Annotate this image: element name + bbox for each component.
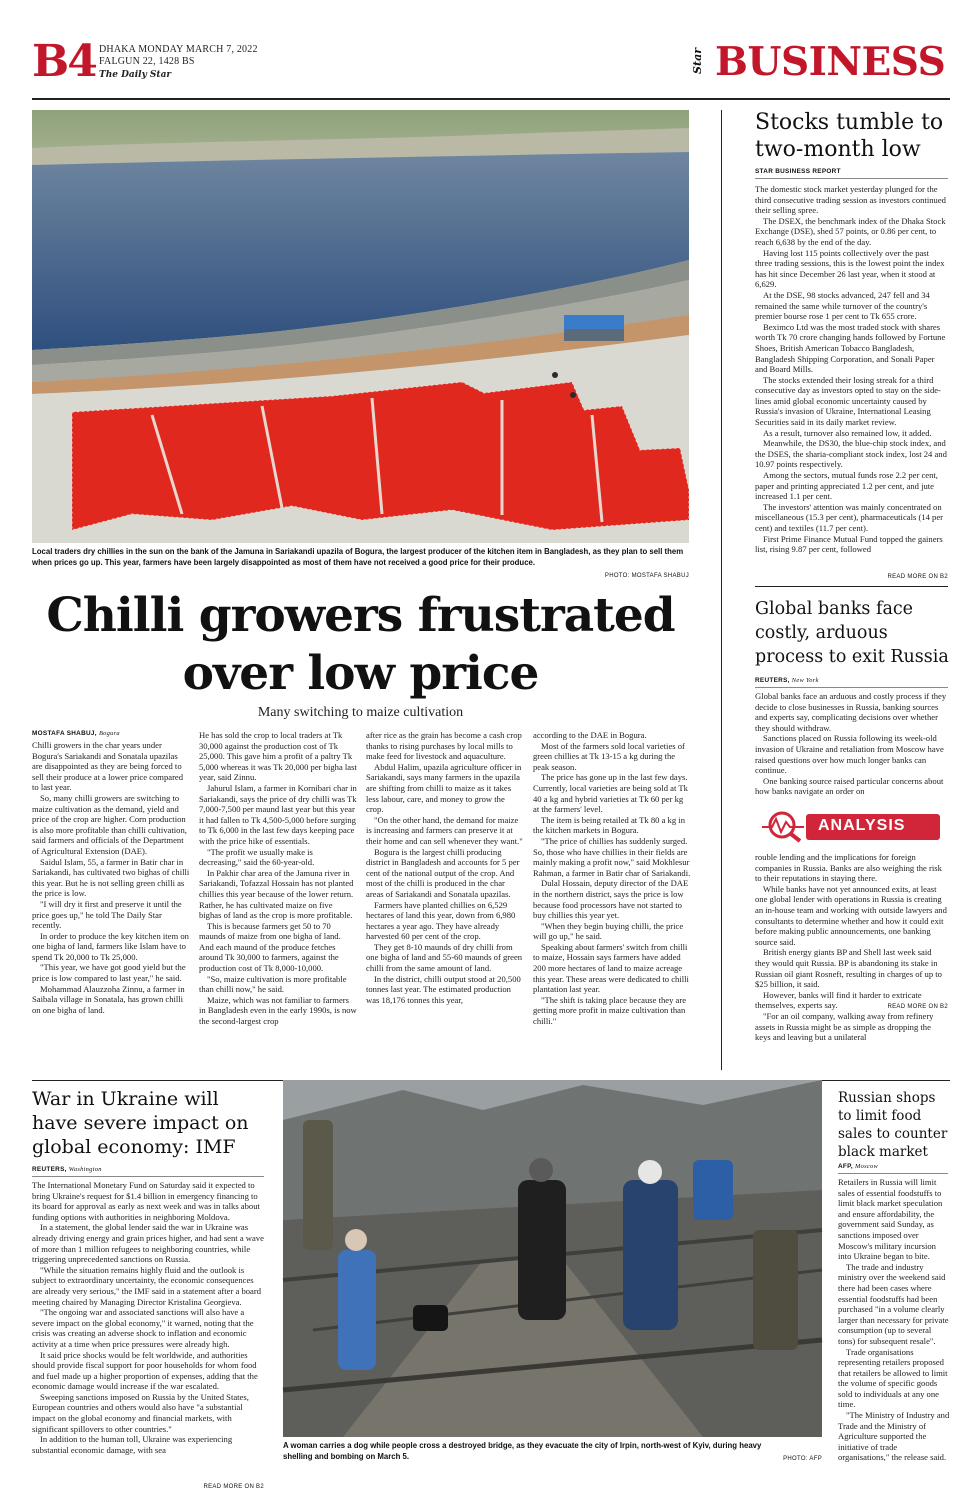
- lead-col4-p5: "The price of chillies has suddenly surged. So, those who have chillies in their fields are mainly making a profit now," said Mokhlesur Rahman, a farmer in Batir char of Sariakandi.: [533, 835, 691, 878]
- lead-col1-p2: So, many chilli growers are switching to maize cultivation as the demand, yield and price of the crop are higher. Corn production is also more profitable than chilli cultivation, said farmers and officials of the Department of Agricultural Extension (DAE).: [32, 792, 187, 856]
- lead-col1-p4: "I will dry it first and preserve it until the price goes up," he told The Daily Star recently.: [32, 898, 182, 931]
- food-p2: The trade and industry ministry over the weekend said there had been cases where essential foodstuffs had been purchased "in a volume clearly larger than necessary for private consumption (up to several tons) for subsequent resale".: [838, 1261, 949, 1346]
- section-title: BUSINESS: [715, 39, 946, 85]
- imf-p7: In addition to the human toll, Ukraine was experiencing substantial economic damage, with sea: [32, 1434, 233, 1455]
- imf-headline-line3: global economy: IMF: [32, 1136, 236, 1158]
- imf-rule: [32, 1176, 264, 1177]
- masthead: [0, 0, 980, 100]
- lead-col2-p7: Maize, which was not familiar to farmers in Bangladesh even in the early 1990s, is now the second-largest crop: [199, 994, 357, 1027]
- lead-col2-p3: "The profit we usually make is decreasing," said the 60-year-old.: [199, 846, 315, 868]
- stocks-p11: First Prime Finance Mutual Fund topped the gainers list, rising 9.87 per cent, followed: [755, 533, 943, 555]
- lead-headline-line2: over low price: [182, 646, 539, 701]
- lead-col3-p1: after rice as the grain has become a cash crop thanks to rising purchases by local mills to make feed for livestock and aquaculture.: [366, 730, 522, 762]
- lead-col1-p5: In order to produce the key kitchen item on one bigha of land, farmers like Islam have to spend Tk 20,000 to Tk 25,000.: [32, 930, 189, 962]
- imf-p5: It said price shocks would be felt worldwide, and authorities should provide fiscal support for poor households for whom food and fuel made up a higher proportion of expenses, adding that the economic damage would increase if the war escalated.: [32, 1349, 258, 1392]
- lead-col3-p3: "On the other hand, the demand for maize is increasing and farmers can preserve it at their home and can sell whenever they want.": [366, 814, 523, 846]
- chilli-photo-credit: PHOTO: MOSTAFA SHABUJ: [604, 573, 689, 579]
- food-headline-line1: Russian shops: [838, 1090, 936, 1106]
- lead-col3-p2: Abdul Halim, upazila agriculture officer in Sariakandi, says many farmers in the upazila are shifting from chilli to maize as it takes less labour, care, and money to grow the crop.: [366, 761, 522, 815]
- food-headline-line4: black market: [838, 1144, 928, 1160]
- food-byline: [838, 1163, 878, 1170]
- bangla-date: FALGUN 22, 1428 BS: [99, 56, 195, 67]
- stocks-bottom-rule: [755, 586, 948, 587]
- stocks-p10: The investors' attention was mainly concentrated on miscellaneous (15.3 per cent), pharmaceuticals (14 per cent) and textiles (11.7 per cent).: [755, 501, 944, 533]
- lead-col2-p4: In Pakhir char area of the Jamuna river in Sariakandi, Tofazzal Hossain has not planted chillies this year because of the lower return. Rather, he has cultivated maize on five bighas of land as the crop is more profitable.: [199, 867, 354, 921]
- banks-p6: British energy giants BP and Shell last week said they would quit Russia. BP is abandoning its stake in Russian oil giant Rosneft, resulting in charges of up to $25 billion, it said.: [755, 947, 942, 990]
- lead-col4-p3: The price has gone up in the last few days. Currently, local varieties are being sold at Tk 40 a kg and hybrid varieties at Tk 60 per kg at the farmers' level.: [533, 772, 688, 815]
- lead-col4-p8: Speaking about farmers' switch from chilli to maize, Hossain says farmers have added 200 more hectares of land to maize acreage this year. These areas were dedicated to chilli plantation last year.: [533, 941, 689, 995]
- stocks-p9: Among the sectors, mutual funds rose 2.2 per cent, paper and printing appreciated 1.2 per cent, and jute increased 1.1 per cent.: [755, 470, 938, 502]
- stocks-body: [755, 184, 948, 574]
- food-body: [838, 1177, 950, 1495]
- imf-byline-name: REUTERS,: [32, 1166, 67, 1173]
- lead-byline-name: MOSTAFA SHABUJ,: [32, 730, 97, 737]
- imf-p6: Sweeping sanctions imposed on Russia by the United States, European countries and others would also have "a substantial impact on the global economy and financial markets, with significant spillovers to other countries.": [32, 1391, 249, 1434]
- analysis-banner: [760, 810, 940, 844]
- imf-body: [32, 1180, 264, 1474]
- stocks-rule: [755, 178, 948, 179]
- banks-body-top: [755, 691, 948, 797]
- imf-p3: "While the situation remains highly fluid and the outlook is subject to extraordinary uncertainty, the economic consequences are already very serious," the IMF said in a statement after a board meeting chaired by Managing Director Kristalina Georgieva.: [32, 1264, 262, 1307]
- lead-subhead: Many switching to maize cultivation: [257, 705, 464, 720]
- banks-headline-line1: Global banks face: [755, 599, 914, 619]
- stocks-read-more[interactable]: READ MORE ON B2: [887, 574, 948, 580]
- banks-p7: However, banks will find it harder to extricate themselves, experts say.: [755, 989, 922, 1011]
- lead-byline: [32, 730, 120, 737]
- lead-col4-p6: Dulal Hossain, deputy director of the DAE in the northern district, says the price is low because food processors have not started to buy chillies this year yet.: [533, 878, 689, 921]
- paper-name: The Daily Star: [99, 70, 172, 80]
- analysis-label-box: [806, 814, 940, 840]
- chilli-photo-caption: Local traders dry chillies in the sun on the bank of the Jamuna in Sariakandi upazila of Bogura, the largest producer of the kitchen item in Bangladesh, as they plan to sell them when prices go up. This year, farmers have been largely disappointed as most of them have not received a good price for their produce.: [32, 547, 684, 567]
- lead-col3-p7: In the district, chilli output stood at 20,500 tonnes last year. The estimated production was 18,176 tonnes this year,: [366, 973, 521, 1005]
- lead-col1-p7: Mohammad Alauzzoha Zinnu, a farmer in Saibala village in Sonatala, has grown chilli on one bigha of land.: [32, 983, 185, 1015]
- food-p3: Trade organisations representing retailers proposed that retailers be allowed to limit the volume of specific goods sold to individuals at any one time.: [838, 1346, 948, 1410]
- stocks-byline: STAR BUSINESS REPORT: [755, 168, 841, 175]
- banks-p3: One banking source raised particular concerns about how banks navigate an order on: [755, 775, 944, 797]
- lead-col4-p9: "The shift is taking place because they are getting more profit in maize cultivation than chilli.": [533, 994, 687, 1027]
- stocks-p6: The stocks extended their losing streak for a third consecutive day as investors opted to stay on the side-lines amid global economic uncertainty caused by Russia's invasion of Ukraine, International Leasing Securities said in its daily market review.: [755, 374, 941, 428]
- stocks-p8: Meanwhile, the DS30, the blue-chip stock index, and the DSES, the sharia-compliant stock index, lost 24 and 10.97 points respectively.: [755, 438, 947, 470]
- stocks-p2: The DSEX, the benchmark index of the Dhaka Stock Exchange (DSE), shed 57 points, or 0.86 per cent, to reach 6,638 by the end of the day.: [755, 215, 946, 247]
- banks-p4: rouble lending and the implications for foreign companies in Russia. Banks are also weighing the risk to their reputations in staying there.: [755, 852, 942, 884]
- banks-headline-line2: costly, arduous: [755, 623, 888, 643]
- banks-byline-name: REUTERS,: [755, 677, 790, 684]
- stocks-p4: At the DSE, 98 stocks advanced, 247 fell and 34 remained the same while turnover of the country's premier bourse rose 1 per cent to Tk 655 crore.: [755, 289, 930, 322]
- lead-column-1: [32, 740, 190, 1015]
- lead-col4-p7: "When they begin buying chilli, the price will go up," he said.: [533, 920, 684, 942]
- lead-column-3: [366, 730, 524, 1005]
- lead-col3-p4: Bogura is the largest chilli producing district in Bangladesh and accounts for 5 per cent of the national output of the crop. And most of the chilli is produced in the char areas of Sariakandi and Sonatala upazilas.: [366, 846, 520, 899]
- analysis-label: ANALYSIS: [818, 817, 906, 834]
- lead-col3-p6: They get 8-10 maunds of dry chilli from one bigha of land and 55-60 maunds of green chilli from the same amount of land.: [366, 941, 523, 974]
- banks-p1: Global banks face an arduous and costly process if they decide to close businesses in Russia, banking sources and experts say, complicating decisions over whether they should withdraw.: [755, 691, 947, 733]
- masthead-rule: [32, 98, 950, 100]
- food-headline-line2: to limit food: [838, 1108, 922, 1124]
- food-p1: Retailers in Russia will limit sales of essential foodstuffs to limit black market speculation and ensure affordability, the government said Sunday, as sanctions imposed over Moscow's military incursion into Ukraine began to bite.: [838, 1177, 943, 1262]
- lead-col1-p3: Saidul Islam, 55, a farmer in Batir char in Sariakandi, has cultivated two bighas of chilli this year. But he is not selling green chilli as the price is low.: [32, 856, 190, 899]
- food-byline-name: AFP,: [838, 1163, 853, 1170]
- imf-headline-line2: have severe impact on: [32, 1112, 249, 1134]
- page-number: B4: [32, 36, 96, 87]
- banks-p2: Sanctions placed on Russia following its week-old invasion of Ukraine and retaliation from Moscow have raised questions over how much longer banks can continue.: [755, 733, 944, 776]
- lead-col4-p2: Most of the farmers sold local varieties of green chillies at Tk 13-15 a kg during the peak season.: [533, 740, 685, 772]
- banks-rule: [755, 687, 948, 688]
- imf-p4: "The ongoing war and associated sanctions will also have a severe impact on the global economy," it warned, noting that the crisis was creating an adverse shock to inflation and economic activity at a time when price pressures were already high.: [32, 1307, 254, 1349]
- imf-read-more[interactable]: READ MORE ON B2: [203, 1484, 264, 1490]
- imf-p1: The International Monetary Fund on Saturday said it expected to bring Ukraine's request for $1.4 billion in emergency financing to its board for approval as early as next week and was in talks about funding options with authorities in neighboring Moldova.: [32, 1180, 260, 1222]
- banks-p5: While banks have not yet announced exits, at least one global lender with operations in Russia is creating an in-house team and working with outside lawyers and consultants to determine whether and how it could exit before making public announcements, one banking source said.: [755, 883, 947, 947]
- bridge-photo: [283, 1080, 822, 1437]
- stocks-p7: As a result, turnover also remained low, it added.: [763, 427, 932, 438]
- stocks-headline-line2: two-month low: [755, 137, 921, 162]
- dateline: DHAKA MONDAY MARCH 7, 2022: [99, 44, 258, 55]
- lead-col4-p1: according to the DAE in Bogura.: [533, 730, 647, 740]
- stocks-p5: Beximco Ltd was the most traded stock with shares worth Tk 70 crore changing hands followed by Fortune Shoes, British American Tobacco Bangladesh, Bangladesh Shipping Corporation, and Sonali Paper and Board Mills.: [755, 321, 946, 375]
- lead-col1-p6: "This year, we have got good yield but the price is low compared to last year," he said.: [32, 962, 186, 984]
- lead-col4-p4: The item is being retailed at Tk 80 a kg in the kitchen markets in Bogura.: [533, 814, 685, 836]
- food-headline-line3: sales to counter: [838, 1126, 948, 1142]
- lead-col2-p2: Jahurul Islam, a farmer in Kornibari char in Sariakandi, says the price of dry chilli was Tk 7,000-7,500 per maund last year but this year it had fallen to Tk 4,500-5,000 before surging to Tk 6,000 in the last few days keeping pace with the price hike of essentials.: [199, 782, 357, 846]
- analysis-icon: [760, 810, 806, 842]
- banks-byline: [755, 677, 819, 684]
- banks-headline-line3: process to exit Russia: [755, 647, 949, 667]
- imf-byline-place: Washington: [68, 1166, 102, 1173]
- lead-column-2: [199, 730, 357, 1027]
- lead-col2-p1: He has sold the crop to local traders at Tk 30,000 against the production cost of Tk 25,000. This gave him a profit of a paltry Tk 5,000 whereas it was Tk 20,000 per bigha last year, said Zinnu.: [199, 730, 357, 783]
- banks-byline-place: New York: [791, 677, 819, 684]
- section-logo-star: Star: [691, 48, 704, 74]
- food-p4: "The Ministry of Industry and Trade and the Ministry of Agriculture supported the initiative of trade organisations," the release said.: [838, 1410, 950, 1463]
- right-column-divider: [721, 110, 722, 1070]
- banks-p8: "For an oil company, walking away from refinery assets in Russia might be as simple as dropping the keys and leaving but a unilateral: [755, 1010, 934, 1043]
- lead-col2-p5: This is because farmers get 50 to 70 maunds of maize from one bigha of land. And each maund of the produce fetches around Tk 30,000 to farmers, against the production cost of Tk 8,000-10,000.: [199, 920, 341, 974]
- imf-headline-line1: War in Ukraine will: [32, 1088, 219, 1110]
- food-byline-place: Moscow: [855, 1163, 879, 1170]
- stocks-p3: Having lost 115 points collectively over the past three trading sessions, this is the lowest point the index has hit since December 26 last year, when it stood at 6,629.: [755, 247, 945, 290]
- chilli-photo: [32, 110, 689, 543]
- stocks-p1: The domestic stock market yesterday plunged for the third consecutive trading session as investors continued their selling spree.: [755, 184, 946, 216]
- lead-headline-line1: Chilli growers frustrated: [46, 588, 675, 643]
- imf-byline: [32, 1166, 102, 1173]
- lead-col1-p1: Chilli growers in the char years under Bogura's Sariakandi and Sonatala upazilas are disappointed as they are being forced to sell their produce at a lower price compared to last year.: [32, 740, 184, 793]
- imf-p2: In a statement, the global lender said the war in Ukraine was already driving energy and grain prices higher, and had sent a wave of more than 1 million refugees to neighboring countries, while triggering unprecedented sanctions on Russia.: [32, 1222, 264, 1265]
- bridge-photo-credit: PHOTO: AFP: [783, 1456, 822, 1462]
- lead-col3-p5: Farmers have planted chillies on 6,529 hectares of land this year, down from 6,980 hectares a year ago. They have already harvested 60 per cent of the crop.: [366, 899, 516, 942]
- bridge-photo-caption: A woman carries a dog while people cross a destroyed bridge, as they evacuate the city of Irpin, north-west of Kyiv, during heavy shelling and bombing on March 5.: [283, 1441, 762, 1461]
- lead-col2-p6: "So, maize cultivation is more profitable than chilli now," he said.: [199, 973, 347, 995]
- stocks-headline-line1: Stocks tumble to: [755, 110, 944, 135]
- lead-column-4: [533, 730, 691, 1027]
- banks-read-more[interactable]: READ MORE ON B2: [887, 1004, 948, 1010]
- lead-byline-place: Bogura: [98, 730, 120, 737]
- food-rule: [838, 1173, 948, 1174]
